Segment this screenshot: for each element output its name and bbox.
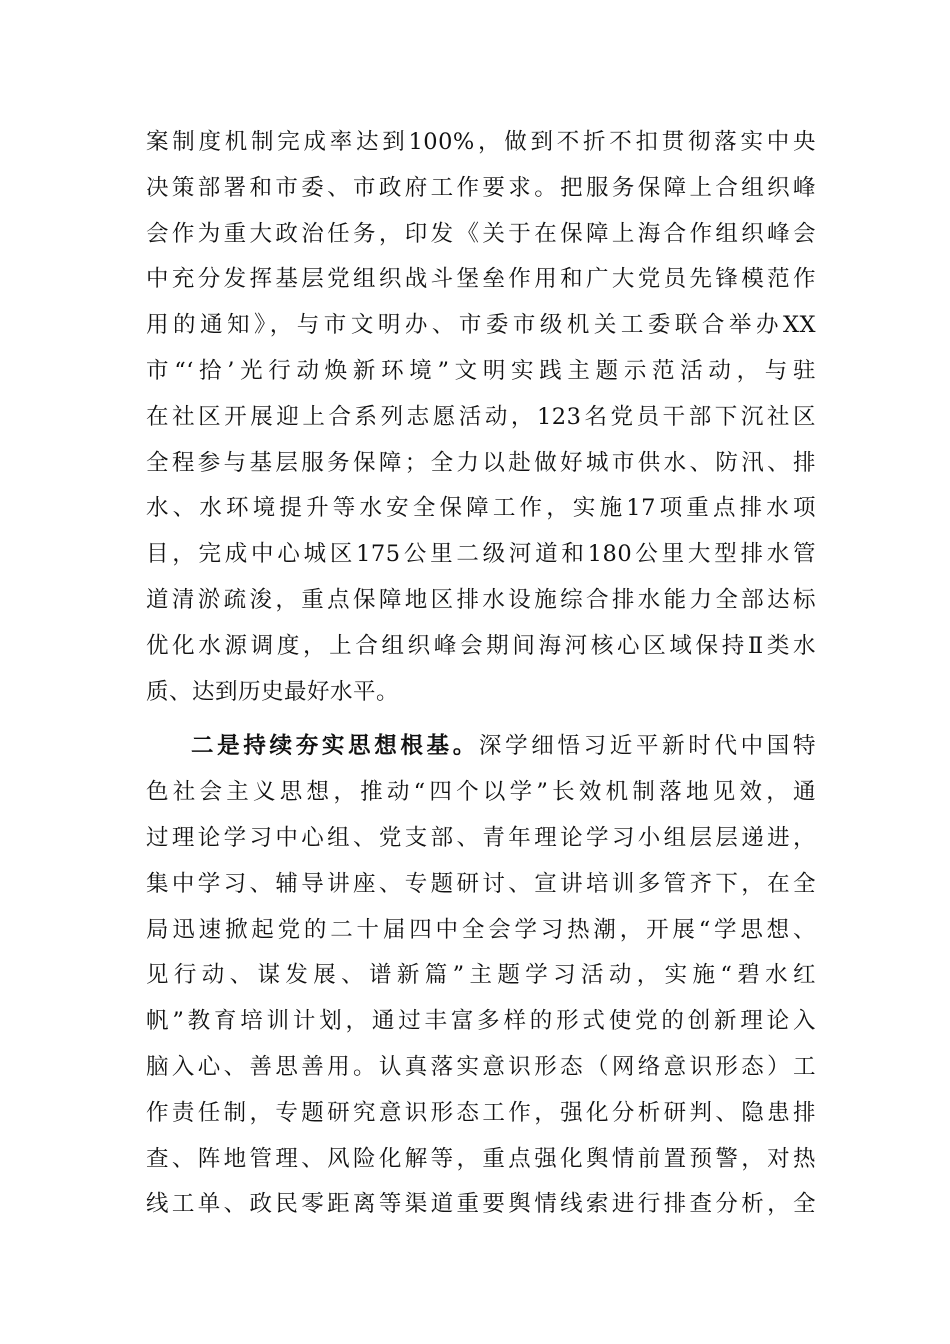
text-line: 全程参与基层服务保障；全力以赴做好城市供水、防汛、排 [146,449,816,476]
text-line: 作责任制，专题研究意识形态工作，强化分析研判、隐患排 [146,1099,816,1126]
text-line: 色社会主义思想，推动“四个以学”长效机制落地见效，通 [146,779,816,806]
text-line: 目，完成中心城区175公里二级河道和180公里大型排水管 [146,541,816,568]
text-line: 脑入心、善思善用。认真落实意识形态（网络意识形态）工 [146,1053,816,1080]
text-line: 决策部署和市委、市政府工作要求。把服务保障上合组织峰 [146,174,816,201]
text-line: 水、水环境提升等水安全保障工作，实施17项重点排水项 [146,495,816,522]
text-line: 集中学习、辅导讲座、专题研讨、宣讲培训多管齐下，在全 [146,870,816,897]
text-line: 线工单、政民零距离等渠道重要舆情线索进行排查分析，全 [146,1191,816,1218]
body-text [146,120,816,1228]
text-line: 案制度机制完成率达到100%，做到不折不扣贯彻落实中央 [146,129,816,155]
text-line: 过理论学习中心组、党支部、青年理论学习小组层层递进， [146,824,816,851]
text-line: 道清淤疏浚，重点保障地区排水设施综合排水能力全部达标 [146,586,816,613]
text-line: 会作为重大政治任务，印发《关于在保障上海合作组织峰会 [146,220,816,247]
text-line: 用的通知》，与市文明办、市委市级机关工委联合举办XX [146,312,816,339]
text-line: 质、达到历史最好水平。 [146,678,400,705]
paragraph-lead-rest: 深学细悟习近平新时代中国特 [478,733,816,760]
text-line [146,724,816,770]
text-line: 局迅速掀起党的二十届四中全会学习热潮，开展“学思想、 [146,916,816,943]
text-line: 见行动、谋发展、谱新篇”主题学习活动，实施“碧水红 [146,962,816,989]
text-line: 中充分发挥基层党组织战斗堡垒作用和广大党员先锋模范作 [146,266,816,293]
text-line: 在社区开展迎上合系列志愿活动，123名党员干部下沉社区 [146,403,816,430]
paragraph-2 [146,724,816,1228]
paragraph-lead: 二是持续夯实思想根基。 [191,733,479,760]
text-line: 市“‘拾’光行动焕新环境”文明实践主题示范活动，与驻 [146,357,816,384]
text-line: 查、阵地管理、风险化解等，重点强化舆情前置预警，对热 [146,1145,816,1172]
text-line: 帆”教育培训计划，通过丰富多样的形式使党的创新理论入 [146,1008,816,1035]
text-line: 优化水源调度，上合组织峰会期间海河核心区域保持Ⅱ类水 [146,632,816,659]
paragraph-1 [146,120,816,715]
